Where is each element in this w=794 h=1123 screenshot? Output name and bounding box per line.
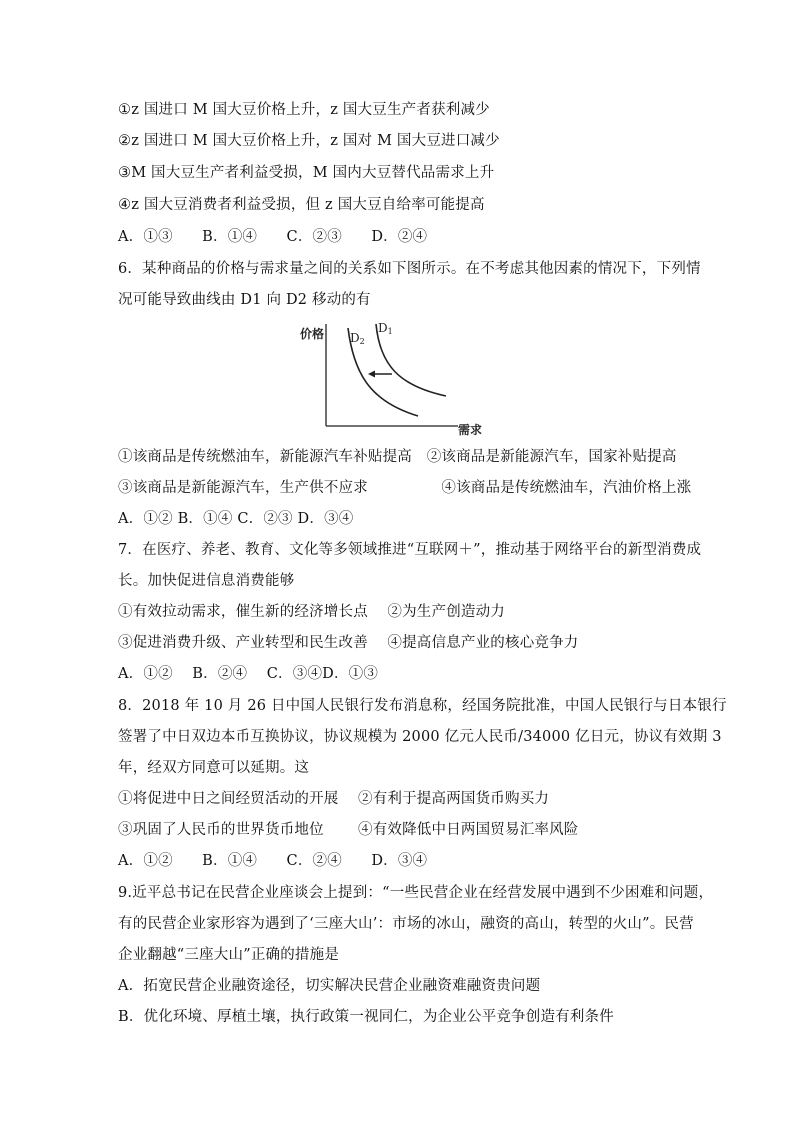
q5-option-3: ③M 国大豆生产者利益受损，M 国内大豆替代品需求上升	[118, 165, 495, 181]
q9-stem-line-3: 企业翻越“三座大山”正确的措施是	[118, 947, 340, 963]
q9-option-a: A．拓宽民营企业融资途径，切实解决民营企业融资难融资贵问题	[118, 978, 541, 994]
q7-stem-line-2: 长。加快促进信息消费能够	[118, 573, 295, 589]
x-axis-label: 需求	[458, 423, 483, 437]
q8-stem-line-1: 8．2018 年 10 月 26 日中国人民银行发布消息称，经国务院批准，中国人民银行与日本银行	[118, 698, 727, 714]
q7-options-line-2: ③促进消费升级、产业转型和民生改善 ④提高信息产业的核心竞争力	[118, 635, 579, 651]
q6-stem-line-2: 况可能导致曲线由 D1 向 D2 移动的有	[118, 292, 371, 308]
y-axis-label: 价格	[300, 327, 325, 341]
q8-options-line-1: ①将促进中日之间经贸活动的开展 ②有利于提高两国货币购买力	[118, 791, 550, 807]
q5-choices: A．①③ B．①④ C．②③ D．②④	[118, 229, 428, 245]
demand-curve-svg	[300, 318, 500, 440]
q9-stem-line-2: 有的民营企业家形容为遇到了‘三座大山’：市场的冰山，融资的高山，转型的火山”。民营	[118, 916, 694, 932]
shift-arrow-icon	[368, 371, 375, 378]
demand-curve-figure	[300, 318, 500, 440]
curve-d2-label: D2	[350, 331, 365, 346]
q7-choices: A．①② B．②④ C．③④D．①③	[118, 666, 379, 682]
q9-option-b: B．优化环境、厚植土壤，执行政策一视同仁，为企业公平竞争创造有利条件	[118, 1009, 614, 1025]
curve-d1-label: D1	[378, 321, 393, 336]
q8-options-line-2: ③巩固了人民币的世界货币地位 ④有效降低中日两国贸易汇率风险	[118, 822, 579, 838]
q6-options-line-2: ③该商品是新能源汽车，生产供不应求 ④该商品是传统燃油车，汽油价格上涨	[118, 480, 692, 496]
q8-choices: A．①② B．①④ C．②④ D．③④	[118, 853, 428, 869]
q6-options-line-1: ①该商品是传统燃油车，新能源汽车补贴提高 ②该商品是新能源汽车，国家补贴提高	[118, 449, 677, 465]
q5-option-4: ④z 国大豆消费者利益受损，但 z 国大豆自给率可能提高	[118, 197, 485, 213]
q6-stem-line-1: 6．某种商品的价格与需求量之间的关系如下图所示。在不考虑其他因素的情况下，下列情	[118, 261, 701, 277]
q8-stem-line-3: 年，经双方同意可以延期。这	[118, 760, 310, 776]
q7-options-line-1: ①有效拉动需求，催生新的经济增长点 ②为生产创造动力	[118, 604, 506, 620]
q7-stem-line-1: 7．在医疗、养老、教育、文化等多领域推进“互联网＋”，推动基于网络平台的新型消费成	[118, 542, 702, 558]
q9-stem-line-1: 9.近平总书记在民营企业座谈会上提到：“一些民营企业在经营发展中遇到不少困难和问题，	[118, 885, 714, 901]
q8-stem-line-2: 签署了中日双边本币互换协议，协议规模为 2000 亿元人民币/34000 亿日元，协议有效期 3	[118, 729, 722, 745]
q5-option-2: ②z 国进口 M 国大豆价格上升，z 国对 M 国大豆进口减少	[118, 133, 500, 149]
q5-option-1: ①z 国进口 M 国大豆价格上升，z 国大豆生产者获利减少	[118, 102, 490, 118]
q6-choices: A．①② B．①④ C．②③ D．③④	[118, 511, 354, 527]
